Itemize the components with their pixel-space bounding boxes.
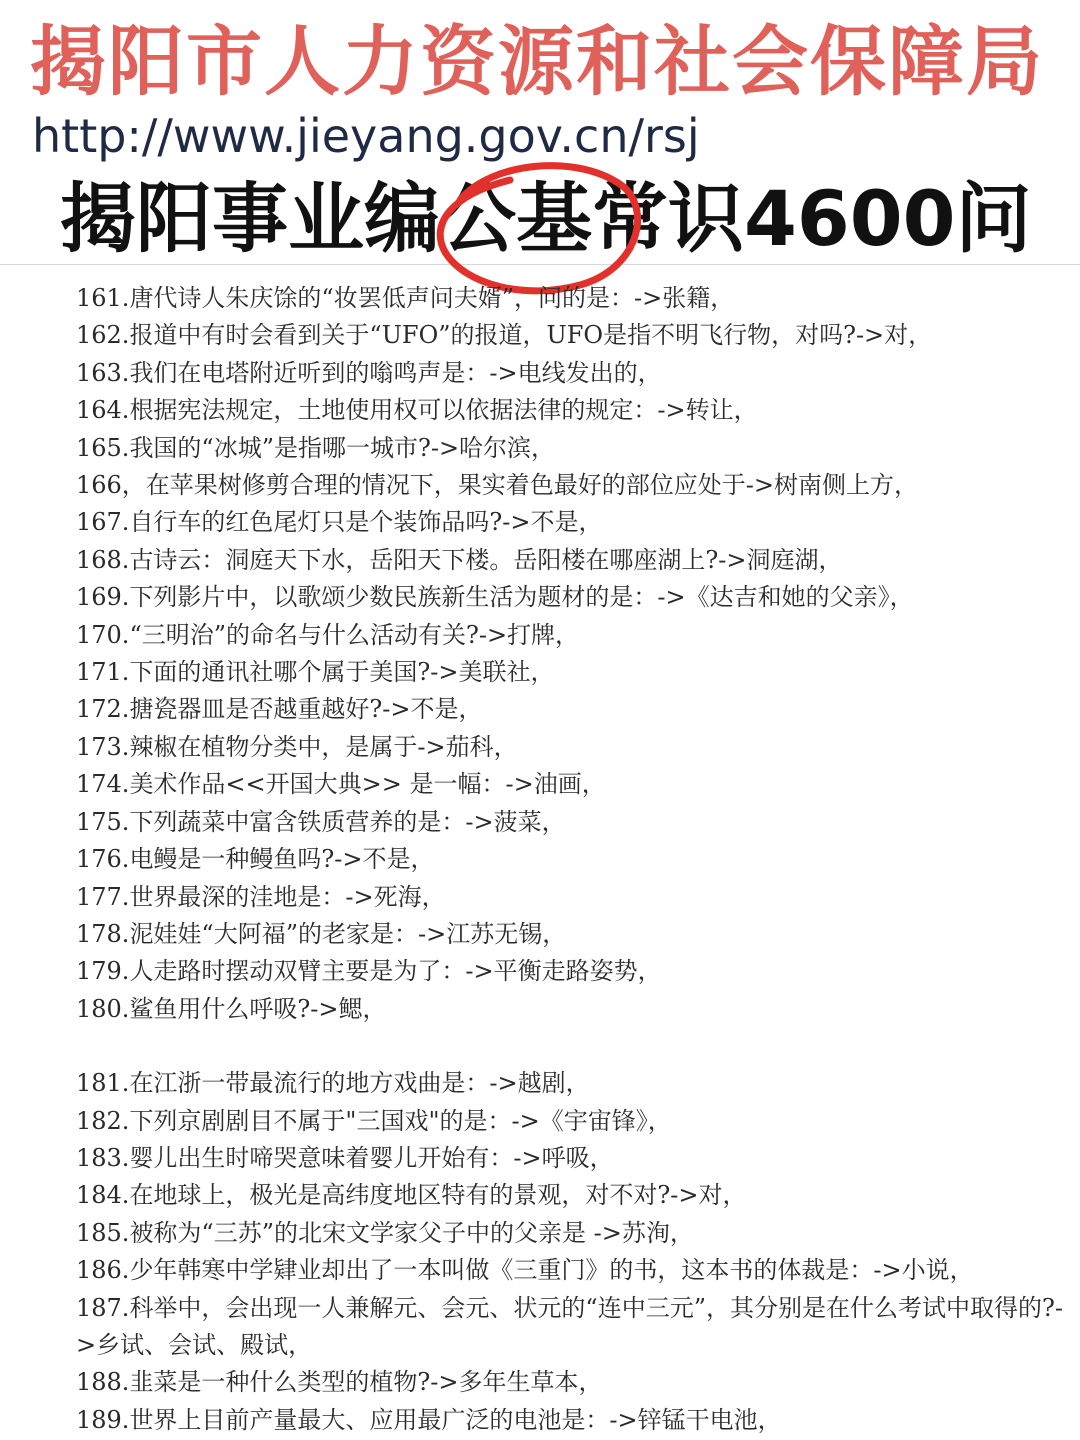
list-item: 171.下面的通讯社哪个属于美国?->美联社，: [76, 658, 555, 687]
list-item: 161.唐代诗人朱庆馀的“妆罢低声问夫婿”，问的是：->张籍，: [76, 284, 735, 312]
list-item: 175.下列蔬菜中富含铁质营养的是：->菠菜，: [76, 807, 566, 836]
org-name: 揭阳市人力资源和社会保障局: [30, 17, 1044, 106]
list-item: 177.世界最深的洼地是：->死海，: [76, 882, 446, 911]
list-item: 184.在地球上，极光是高纬度地区特有的景观，对不对?->对，: [76, 1181, 747, 1210]
header-box: [0, 0, 1080, 171]
list-item: 167.自行车的红色尾灯只是个装饰品吗?->不是，: [76, 508, 603, 537]
list-item: 189.世界上目前产量最大、应用最广泛的电池是：->锌锰干电池，: [76, 1405, 782, 1434]
list-item: 164.根据宪法规定，土地使用权可以依据法律的规定：->转让，: [76, 396, 758, 425]
list-item: 179.人走路时摆动双臂主要是为了：->平衡走路姿势，: [76, 957, 662, 986]
list-item: 180.鲨鱼用什么呼吸?->鳃，: [76, 994, 387, 1023]
list-item: 170.“三明治”的命名与什么活动有关?->打牌，: [76, 620, 580, 649]
section-gap: [76, 1028, 1071, 1065]
list-item: 185.被称为“三苏”的北宋文学家父子中的父亲是 ->苏洵，: [76, 1218, 694, 1247]
list-item: 172.搪瓷器皿是否越重越好?->不是，: [76, 695, 483, 724]
list-item: 163.我们在电塔附近听到的嗡鸣声是：->电线发出的，: [76, 358, 662, 387]
list-item: 182.下列京剧剧目不属于"三国戏"的是：->《宇宙锋》，: [76, 1106, 672, 1135]
list-item: 162.报道中有时会看到关于“UFO”的报道，UFO是指不明飞行物，对吗?->对，: [76, 321, 933, 350]
list-item: 181.在江浙一带最流行的地方戏曲是：->越剧，: [76, 1069, 590, 1098]
list-item: 174.美术作品<<开国大典>> 是一幅：->油画，: [76, 770, 606, 799]
list-item: 168.古诗云：洞庭天下水，岳阳天下楼。岳阳楼在哪座湖上?->洞庭湖，: [76, 545, 843, 574]
list-item: 178.泥娃娃“大阿福”的老家是：->江苏无锡，: [76, 919, 567, 948]
list-item: 169.下列影片中，以歌颂少数民族新生活为题材的是：->《达吉和她的父亲》，: [76, 583, 914, 612]
list-item: 187.科举中，会出现一人兼解元、会元、状元的“连中三元”，其分别是在什么考试中取得的?->乡试、会试、殿试，: [76, 1293, 1063, 1359]
list-item: 188.韭菜是一种什么类型的植物?->多年生草本，: [76, 1368, 603, 1397]
page-title: 揭阳事业编公基常识4600问: [60, 174, 1032, 263]
list-item: 183.婴儿出生时啼哭意味着婴儿开始有：->呼吸，: [76, 1143, 614, 1172]
list-item: 176.电鳗是一种鳗鱼吗?->不是，: [76, 845, 435, 874]
list-item: 186.少年韩寒中学肄业却出了一本叫做《三重门》的书，这本书的体裁是：->小说，: [76, 1256, 974, 1285]
list-item: 173.辣椒在植物分类中，是属于->茄科，: [76, 732, 518, 761]
qa-list: [76, 280, 1071, 1439]
list-item: 166，在苹果树修剪合理的情况下，果实着色最好的部位应处于->树南侧上方，: [76, 471, 919, 500]
list-item: 165.我国的“冰城”是指哪一城市?->哈尔滨，: [76, 433, 556, 462]
org-url: http://www.jieyang.gov.cn/rsj: [32, 109, 700, 163]
